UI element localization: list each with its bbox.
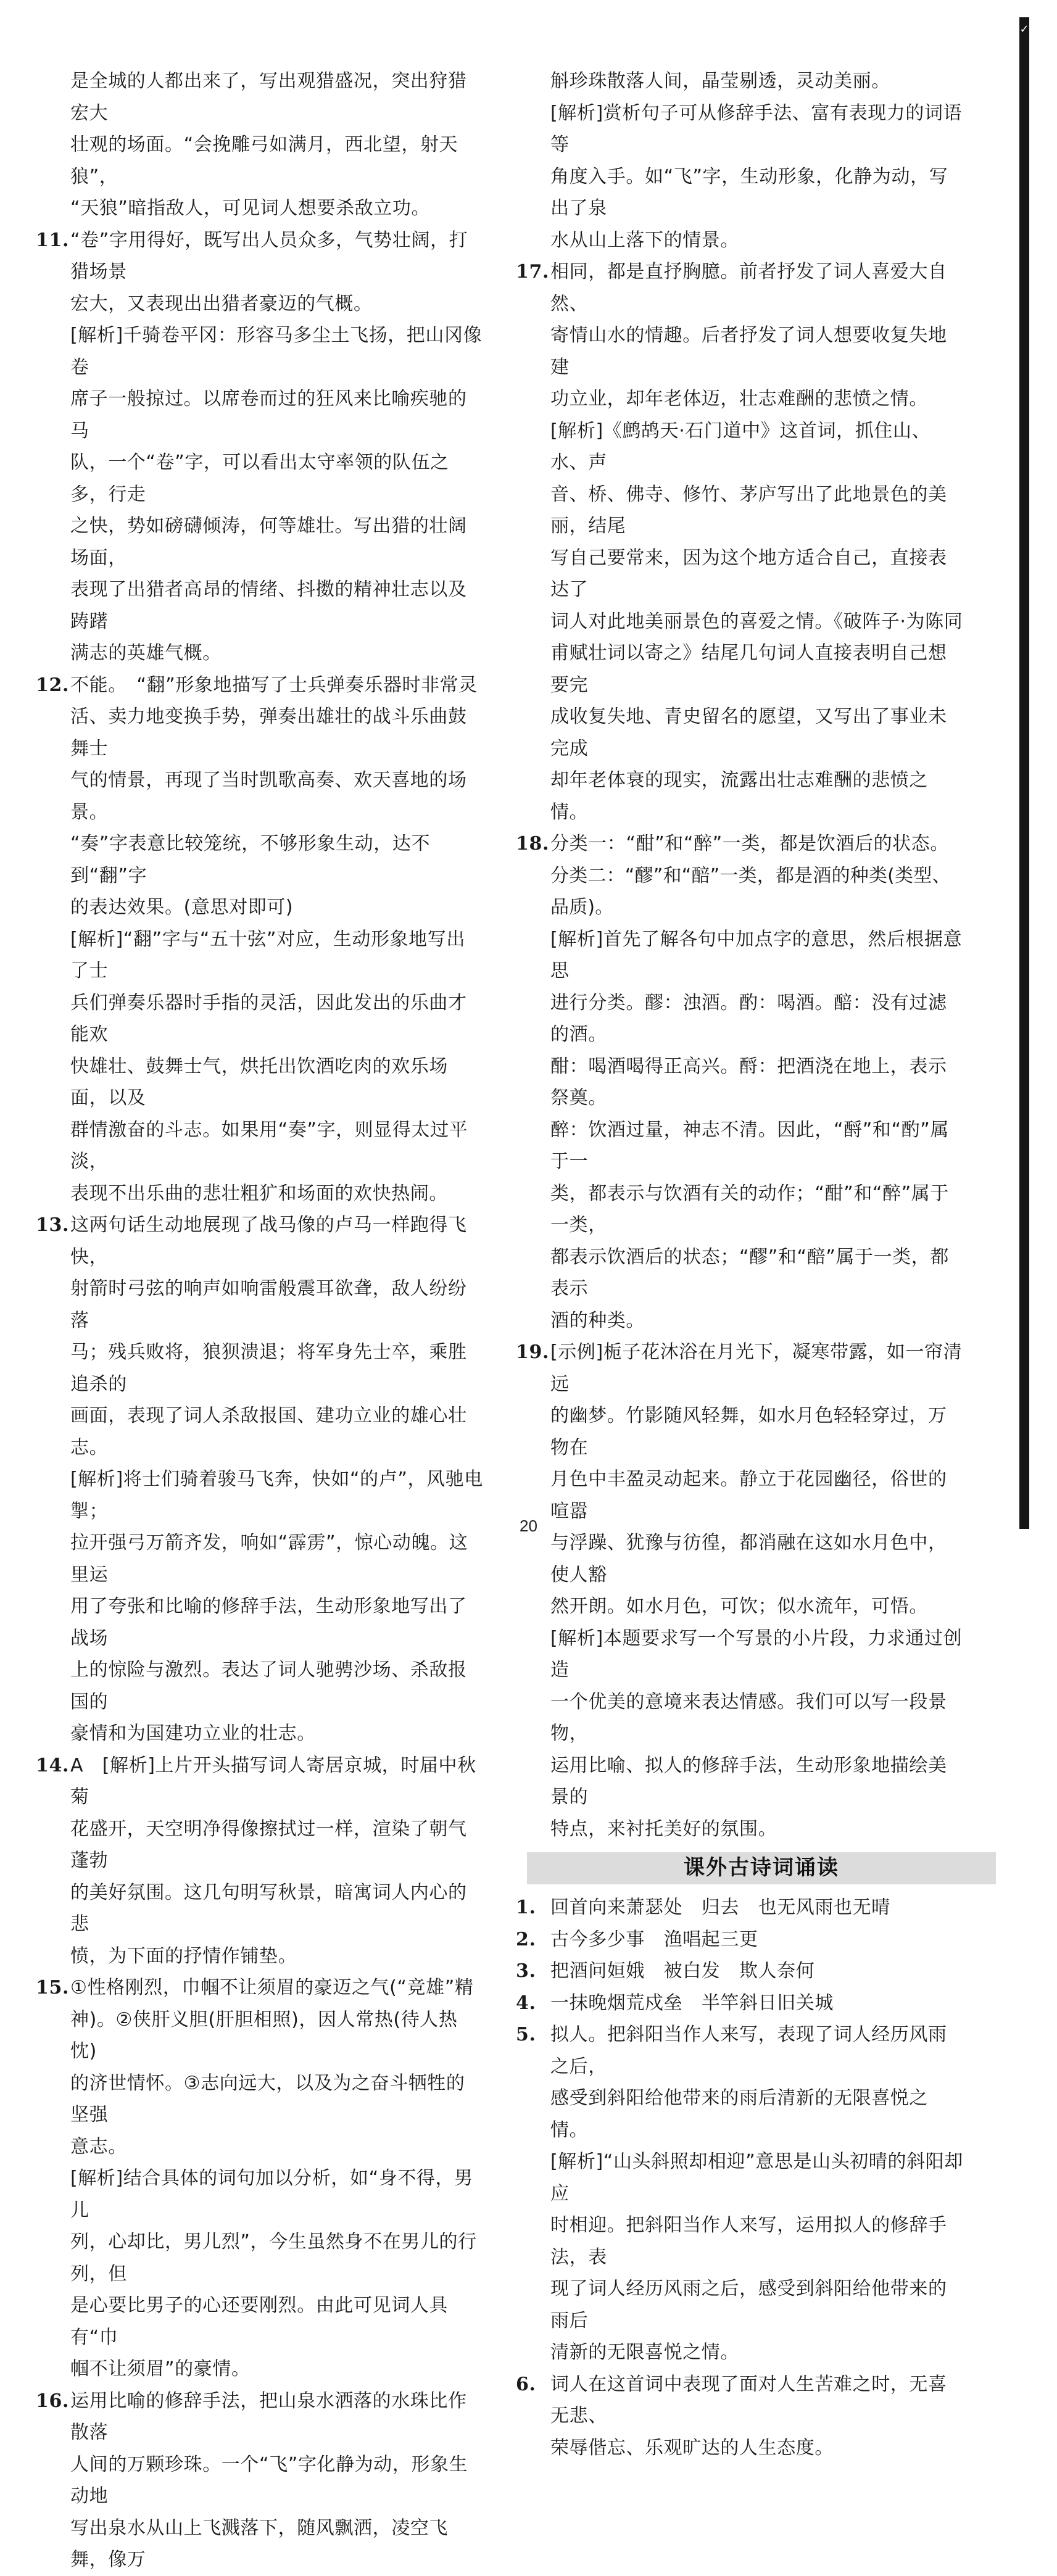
text-line: 功立业，却年老体迈，壮志难酬的悲愤之情。 [550,388,928,410]
answer-item-17 [516,256,964,828]
text-line: 用了夸张和比喻的修辞手法，生动形象地写出了战场 [70,1596,467,1649]
text-line: 清新的无限喜悦之情。 [550,2342,739,2363]
text-line: 快雄壮、鼓舞士气，烘托出饮酒吃肉的欢乐场面，以及 [70,1055,448,1109]
text-line: 壮观的场面。“会挽雕弓如满月，西北望，射天狼”， [70,134,458,188]
item-number: 1. [516,1897,536,1918]
text-line: 画面，表现了词人杀敌报国、建功立业的雄心壮志。 [70,1405,467,1459]
item-number: 11. [36,229,69,251]
text-line: 队，一个“卷”字，可以看出太守率领的队伍之多，行走 [70,452,449,505]
poem-answer-5 [516,2019,964,2369]
answer-item-15 [36,1972,484,2385]
text-line: 成收复失地、青史留名的愿望，又写出了事业未完成 [550,706,947,760]
text-line: 宏大，又表现出出猎者豪迈的气概。 [70,292,373,315]
answer-item-16 [36,2385,484,2576]
poem-answer-4 [516,1987,964,2019]
item-number: 14. [36,1754,69,1776]
text-line: 回首向来萧瑟处 归去 也无风雨也无晴 [550,1897,890,1918]
continued-answer-10 [46,65,484,225]
text-line: A [解析]上片开头描写词人寄居京城，时届中秋菊 [70,1754,476,1808]
poem-answer-2 [516,1924,964,1956]
text-line: 与浮躁、犹豫与彷徨，都消融在这如水月色中，使人豁 [550,1532,947,1586]
text-line: 特点，来衬托美好的氛围。 [550,1818,777,1840]
section-title: 课外古诗词诵读 [684,1855,839,1881]
text-line: 花盛开，天空明净得像擦拭过一样，渲染了朝气蓬勃 [70,1818,467,1871]
answer-item-14 [36,1750,484,1973]
text-line: 是心要比男子的心还要刚烈。由此可见词人具有“巾 [70,2295,448,2348]
text-line: 群情激奋的斗志。如果用“奏”字，则显得太过平淡， [70,1119,468,1172]
text-line: [解析]《鹧鸪天·石门道中》这首词，抓住山、水、声 [550,420,931,473]
left-column [36,65,484,2576]
text-line: [解析]“山头斜照却相迎”意思是山头初晴的斜阳却应 [550,2151,963,2205]
text-line: [解析]赏析句子可从修辞手法、富有表现力的词语等 [550,102,963,155]
text-line: 这两句话生动地展现了战马像的卢马一样跑得飞快， [70,1214,467,1268]
text-line: 斛珍珠散落人间，晶莹剔透，灵动美丽。 [550,70,890,92]
text-line: 列，心却比，男儿烈”，今生虽然身不在男儿的行列，但 [70,2231,477,2285]
text-line: 进行分类。醪：浊酒。酌：喝酒。醅：没有过滤的酒。 [550,992,947,1045]
text-line: 之快，势如磅礴倾涛，何等雄壮。写出猎的壮阔场面， [70,515,467,569]
continued-answer-16 [526,65,964,256]
text-line: 分类二：“醪”和“醅”一类，都是酒的种类(类型、品质)。 [550,864,951,918]
text-line: 拉开强弓万箭齐发，响如“霹雳”，惊心动魄。这里运 [70,1532,468,1586]
text-line: 相同，都是直抒胸臆。前者抒发了词人喜爱大自然、 [550,261,947,315]
poem-answer-1 [516,1892,964,1924]
text-line: 活、卖力地变换手势，弹奏出雄壮的战斗乐曲鼓舞士 [70,706,467,760]
text-line: [解析]“翻”字与“五十弦”对应，生动形象地写出了士 [70,928,465,982]
poem-answer-6 [516,2369,964,2464]
text-line: 写自己要常来，因为这个地方适合自己，直接表达了 [550,547,947,600]
answer-item-11 [36,225,484,669]
text-line: 拟人。把斜阳当作人来写，表现了词人经历风雨之后， [550,2024,947,2077]
item-number: 3. [516,1960,536,1982]
answer-item-13 [36,1209,484,1750]
text-line: 神)。②侠肝义胆(肝胆相照)，因人常热(待人热忱) [70,2008,458,2062]
text-line: 表现不出乐曲的悲壮粗犷和场面的欢快热闹。 [70,1182,448,1204]
text-line: 帼不让须眉”的豪情。 [70,2358,251,2380]
text-line: 射箭时弓弦的响声如响雷般震耳欲聋，敌人纷纷落 [70,1278,467,1331]
text-line: 的幽梦。竹影随风轻舞，如水月色轻轻穿过，万物在 [550,1405,947,1459]
text-line: 人间的万颗珍珠。一个“飞”字化静为动，形象生动地 [70,2453,468,2507]
item-number: 18. [516,833,549,855]
text-line: 席子一般掠过。以席卷而过的狂风来比喻疾驰的马 [70,388,467,442]
text-line: “天狼”暗指敌人，可见词人想要杀敌立功。 [70,197,431,219]
text-line: 感受到斜阳给他带来的雨后清新的无限喜悦之情。 [550,2087,928,2141]
item-number: 13. [36,1214,69,1236]
text-line: 运用比喻、拟人的修辞手法，生动形象地描绘美景的 [550,1754,947,1808]
text-line: [解析]将士们骑着骏马飞奔，快如“的卢”，风驰电掣； [70,1468,483,1522]
text-line: 荣辱偕忘、乐观旷达的人生态度。 [550,2437,834,2459]
text-line: 意志。 [70,2135,127,2158]
page-edge-bar [1019,17,1029,1529]
text-line: 上的惊险与激烈。表达了词人驰骋沙场、杀敌报国的 [70,1659,467,1713]
item-number: 2. [516,1928,536,1950]
section-header [527,1852,996,1884]
text-line: [解析]千骑卷平冈：形容马多尘土飞扬，把山冈像卷 [70,325,483,378]
text-line: 的济世情怀。③志向远大，以及为之奋斗牺牲的坚强 [70,2072,465,2126]
answer-item-12 [36,669,484,1210]
text-line: [解析]结合具体的词句加以分析，如“身不得，男儿 [70,2168,473,2221]
text-line: 酣：喝酒喝得正高兴。酹：把酒浇在地上，表示祭奠。 [550,1055,947,1109]
item-number: 17. [516,261,549,283]
text-line: 词人在这首词中表现了面对人生苦难之时，无喜无悲、 [550,2373,947,2427]
text-line: 表现了出猎者高昂的情绪、抖擞的精神壮志以及踌躇 [70,579,467,632]
text-line: 是全城的人都出来了，写出观猎盛况，突出狩猎宏大 [70,70,467,124]
text-line: “奏”字表意比较笼统，不够形象生动，达不到“翻”字 [70,833,431,887]
text-line: “卷”字用得好，既写出人员众多，气势壮阔，打猎场景 [70,229,468,283]
text-line: 把酒问姮娥 被白发 欺人奈何 [550,1960,815,1982]
page-number: 20 [520,1517,537,1535]
text-line: 分类一：“酣”和“醉”一类，都是饮酒后的状态。 [550,833,949,855]
text-line: 写出泉水从山上飞溅落下，随风飘洒，凌空飞舞，像万 [70,2517,448,2570]
text-line: 寄情山水的情趣。后者抒发了词人想要收复失地建 [550,325,947,378]
text-line: [解析]本题要求写一个写景的小片段，力求通过创造 [550,1627,963,1681]
text-line: 却年老体衰的现实，流露出壮志难酬的悲愤之情。 [550,769,928,823]
text-line: 的美好氛围。这几句明写秋景，暗寓词人内心的悲 [70,1881,467,1935]
text-line: 马；残兵败将，狼狈溃退；将军身先士卒，乘胜追杀的 [70,1341,467,1395]
text-line: 酒的种类。 [550,1309,645,1331]
text-line: 满志的英雄气概。 [70,642,222,664]
text-line: 都表示饮酒后的状态；“醪”和“醅”属于一类，都表示 [550,1246,949,1299]
text-line: 愤，为下面的抒情作铺垫。 [70,1945,297,1967]
poem-answer-3 [516,1955,964,1987]
text-line: 甫赋壮词以寄之》结尾几句词人直接表明自己想要完 [550,642,947,696]
answer-item-18 [516,828,964,1336]
text-line: 类，都表示与饮酒有关的动作；“酣”和“醉”属于一类， [550,1182,949,1236]
item-number: 5. [516,2024,536,2045]
text-line: 角度入手。如“飞”字，生动形象，化静为动，写出了泉 [550,165,948,219]
corner-mark-icon: ✓ [1019,23,1029,36]
item-number: 6. [516,2373,536,2395]
text-line: 运用比喻的修辞手法，把山泉水洒落的水珠比作散落 [70,2390,467,2443]
item-number: 19. [516,1341,549,1363]
text-line: ①性格刚烈，巾帼不让须眉的豪迈之气(“竞雄”精 [70,1977,474,1998]
text-line: 兵们弹奏乐器时手指的灵活，因此发出的乐曲才能欢 [70,992,467,1045]
text-line: [解析]首先了解各句中加点字的意思，然后根据意思 [550,928,963,982]
text-line: 的表达效果。(意思对即可) [70,897,294,918]
right-column [516,65,964,2464]
text-line: 一抹晚烟荒戍垒 半竿斜日旧关城 [550,1992,834,2014]
text-line: 一个优美的意境来表达情感。我们可以写一段景物， [550,1691,947,1744]
text-line: 时相迎。把斜阳当作人来写，运用拟人的修辞手法，表 [550,2214,947,2268]
text-line: 豪情和为国建功立业的壮志。 [70,1723,316,1744]
text-line: 古今多少事 渔唱起三更 [550,1928,758,1950]
item-number: 12. [36,674,69,696]
item-number: 4. [516,1992,536,2014]
text-line: 月色中丰盈灵动起来。静立于花园幽径，俗世的喧嚣 [550,1468,947,1522]
text-line: 现了词人经历风雨之后，感受到斜阳给他带来的雨后 [550,2278,947,2332]
item-number: 15. [36,1977,69,1998]
text-line: 气的情景，再现了当时凯歌高奏、欢天喜地的场景。 [70,769,467,823]
text-line: 词人对此地美丽景色的喜爱之情。《破阵子·为陈同 [550,610,963,632]
text-line: 醉：饮酒过量，神志不清。因此，“酹”和“酌”属于一 [550,1119,949,1172]
item-number: 16. [36,2390,69,2412]
text-line: [示例]栀子花沐浴在月光下，凝寒带露，如一帘清远 [550,1341,963,1395]
text-line: 然开朗。如水月色，可饮；似水流年，可悟。 [550,1596,928,1617]
answer-item-19 [516,1336,964,1845]
text-line: 不能。 “翻”形象地描写了士兵弹奏乐器时非常灵 [70,674,478,696]
text-line: 音、桥、佛寺、修竹、茅庐写出了此地景色的美丽，结尾 [550,483,947,537]
text-line: 水从山上落下的情景。 [550,229,739,251]
